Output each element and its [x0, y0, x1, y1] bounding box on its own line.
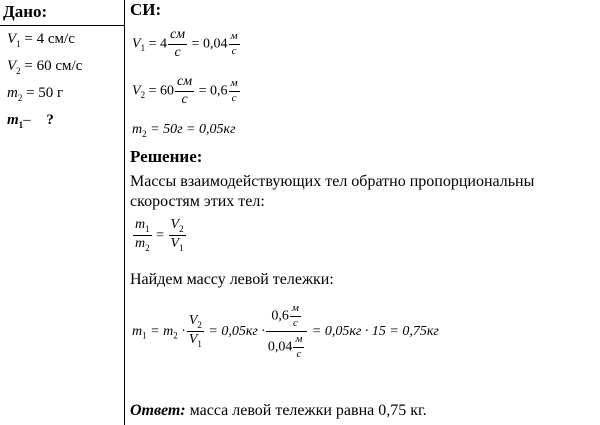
si-v1-lhs: V	[132, 36, 141, 52]
given-divider	[0, 25, 124, 26]
calc-big-den-val: 0,04	[267, 339, 293, 355]
calc-eq-m2: = m	[146, 323, 174, 339]
si-v2-lhs: V	[132, 83, 141, 99]
m2-symbol: m	[7, 85, 18, 101]
find-mass-text: Найдем массу левой тележки:	[130, 271, 334, 288]
mass-calculation	[132, 303, 439, 360]
ratio-rhs-frac	[169, 218, 186, 253]
solution-title: Решение:	[130, 147, 203, 166]
ratio-rhs-den	[169, 236, 186, 253]
given-m1-unknown	[7, 112, 54, 130]
si-v2-unit-den: с	[231, 91, 237, 104]
ratio-v2-sub: 2	[179, 223, 184, 234]
v2-value: = 60 см/с	[20, 58, 83, 74]
si-v2-frac	[175, 75, 194, 107]
given-v1	[7, 31, 75, 49]
ratio-v2: V	[170, 217, 180, 232]
ratio-m1-sub: 1	[145, 223, 150, 234]
si-v1-unit-num: м	[229, 31, 240, 45]
calc-big-num-unit	[290, 303, 301, 329]
calc-velocity-frac	[187, 314, 204, 349]
ratio-lhs-frac	[133, 218, 152, 253]
column-divider	[124, 0, 125, 425]
answer-text: масса левой тележки равна 0,75 кг.	[185, 402, 427, 419]
ratio-lhs-den	[133, 236, 152, 253]
si-v2-eq2: = 0,6	[195, 83, 228, 99]
calc-m1: m	[132, 323, 143, 339]
calc-m2-sub: 2	[173, 330, 178, 341]
si-formula-v1	[132, 28, 241, 60]
si-v1-unit	[229, 31, 240, 57]
calc-big-den	[266, 332, 308, 360]
ratio-v1-sub: 1	[179, 243, 184, 254]
si-v1-eq2: = 0,04	[188, 36, 228, 52]
ratio-eq: =	[152, 227, 168, 243]
answer-label: Ответ:	[130, 402, 186, 419]
si-v2-eq: = 60	[145, 83, 174, 99]
m2-value: = 50 г	[22, 85, 64, 101]
calc-v2: V	[188, 312, 198, 328]
v1-symbol: V	[7, 31, 17, 47]
calc-velocity-den	[187, 332, 204, 349]
si-v1-frac	[168, 28, 187, 60]
calc-big-num-val: 0,6	[271, 308, 289, 324]
ratio-m1: m	[135, 217, 146, 232]
si-v2-unit	[229, 78, 240, 104]
calc-v1-sub: 1	[197, 338, 202, 349]
calc-v2-sub: 2	[197, 319, 202, 330]
si-m2-rest: = 50г = 0,05кг	[146, 122, 236, 137]
m1-sub: 1	[18, 120, 24, 130]
v2-symbol: V	[7, 58, 17, 74]
si-v2-sub: 2	[140, 90, 146, 101]
calc-m1-sub: 1	[142, 330, 147, 341]
m2-sub: 2	[17, 93, 23, 103]
si-formula-v2	[132, 75, 241, 107]
si-v1-eq: = 4	[145, 36, 167, 52]
si-v2-unit-num: м	[229, 78, 240, 92]
si-m2-lhs: m	[132, 122, 143, 137]
calc-big-num-unit-den: с	[292, 316, 298, 329]
calc-big-den-unit	[293, 334, 304, 360]
calc-big-frac	[266, 303, 308, 360]
si-v2-frac-den: с	[181, 91, 188, 107]
calc-dot: ·	[177, 323, 186, 339]
si-m2-sub: 2	[142, 128, 147, 139]
answer-line	[130, 401, 427, 421]
given-m2	[7, 85, 63, 103]
ratio-m2-sub: 2	[145, 243, 150, 254]
si-v1-frac-num: см	[168, 28, 187, 45]
ratio-formula	[132, 218, 187, 253]
ratio-rhs-num	[169, 218, 186, 236]
solution-line-2: скоростям этих тел:	[130, 193, 265, 210]
calc-eq-005: = 0,05кг ·	[204, 323, 265, 339]
m1-symbol: m	[7, 112, 19, 128]
m1-dash: –	[23, 112, 35, 128]
calc-big-den-unit-num: м	[293, 334, 304, 348]
v1-sub: 1	[16, 39, 21, 49]
calc-result: = 0,05кг · 15 = 0,75кг	[308, 323, 439, 339]
calc-v1: V	[188, 332, 198, 348]
v1-value: = 4 см/с	[20, 31, 75, 47]
ratio-lhs-num	[133, 218, 152, 236]
v2-sub: 2	[16, 66, 21, 76]
calc-velocity-num	[187, 314, 204, 332]
calc-big-num	[266, 303, 308, 332]
solution-line-1: Массы взаимодействующих тел обратно пропорциональны	[130, 173, 535, 190]
ratio-v1: V	[170, 236, 180, 252]
ratio-m2: m	[135, 236, 146, 252]
si-formula-m2	[132, 122, 236, 139]
given-title: Дано:	[3, 2, 48, 21]
given-v2	[7, 58, 82, 76]
si-title: СИ:	[130, 0, 162, 19]
si-v1-unit-den: с	[231, 44, 237, 57]
si-v1-sub: 1	[140, 43, 146, 54]
si-v2-frac-num: см	[175, 75, 194, 92]
calc-big-den-unit-den: с	[296, 347, 302, 360]
si-v1-frac-den: с	[174, 44, 181, 60]
calc-big-num-unit-num: м	[290, 303, 301, 317]
m1-question: ?	[46, 112, 54, 128]
